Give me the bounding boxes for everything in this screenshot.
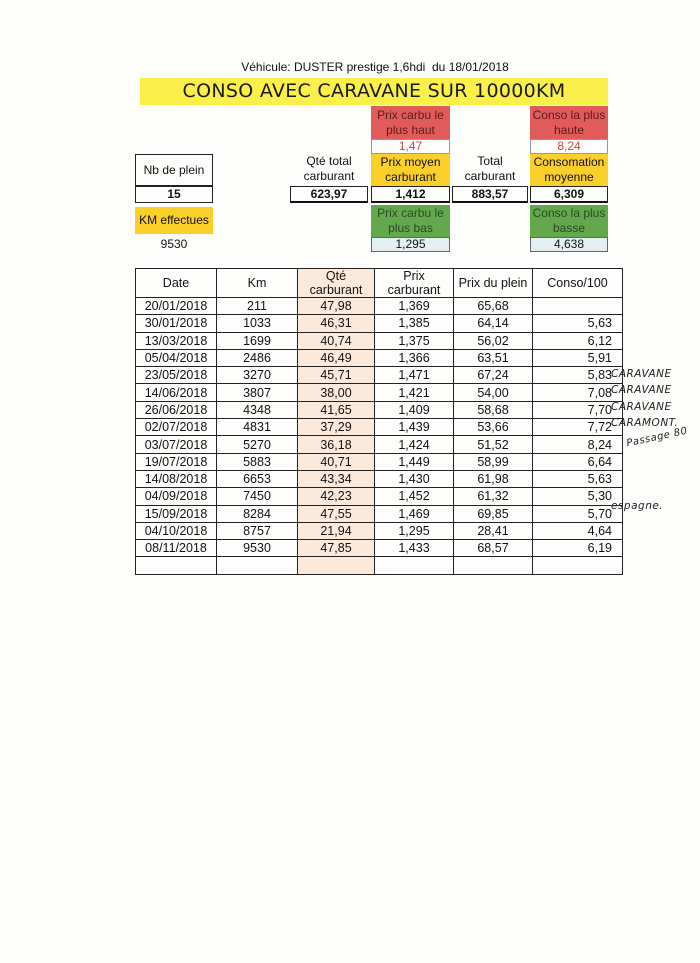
cell-plein: 58,99 [454,453,533,470]
handwritten-note: CARAVANE [611,368,672,380]
table-row [136,401,623,418]
cell-prix: 1,369 [375,298,454,315]
table-row [136,298,623,315]
cell-conso: 6,19 [533,540,623,557]
km-value: 9530 [160,237,188,251]
cell-plein: 68,57 [454,540,533,557]
cell-km: 2486 [217,349,298,366]
table-row [136,349,623,366]
header-qte-carburant: Qté carburant [298,269,375,298]
handwritten-note: Passage 80 [625,425,689,450]
header-prix-du-plein: Prix du plein [454,269,533,298]
conso-moyenne-label: Consomation moyenne [530,154,608,186]
cell-conso: 6,12 [533,332,623,349]
prix-bas-label: Prix carbu le plus bas [371,205,450,237]
cell-date: 14/08/2018 [136,470,217,487]
cell-date: 13/03/2018 [136,332,217,349]
cell-plein: 67,24 [454,367,533,384]
cell-date: 03/07/2018 [136,436,217,453]
cell-conso: 4,64 [533,522,623,539]
cell-km [217,557,298,574]
prix-haut-label: Prix carbu le plus haut [371,106,450,139]
total-carburant-label: Total carburant [464,154,516,183]
cell-qte: 36,18 [298,436,375,453]
cell-km: 8284 [217,505,298,522]
cell-conso [533,298,623,315]
table-row [136,315,623,332]
prix-bas-value: 1,295 [371,237,450,252]
cell-plein [454,557,533,574]
cell-km: 3270 [217,367,298,384]
cell-qte: 40,71 [298,453,375,470]
cell-date: 19/07/2018 [136,453,217,470]
cell-plein: 64,14 [454,315,533,332]
cell-plein: 53,66 [454,419,533,436]
table-row [136,419,623,436]
cell-plein: 61,98 [454,470,533,487]
cell-km: 4348 [217,401,298,418]
cell-prix: 1,471 [375,367,454,384]
cell-qte: 21,94 [298,522,375,539]
handwritten-note: CARAVANE [611,401,672,413]
cell-qte: 43,34 [298,470,375,487]
cell-conso: 5,91 [533,349,623,366]
cell-plein: 54,00 [454,384,533,401]
table-row [136,522,623,539]
cell-date: 14/06/2018 [136,384,217,401]
page-title: CONSO AVEC CARAVANE SUR 10000KM [140,78,608,105]
cell-km: 4831 [217,419,298,436]
cell-conso: 6,64 [533,453,623,470]
cell-prix: 1,375 [375,332,454,349]
cell-conso: 5,83 [533,367,623,384]
cell-qte: 41,65 [298,401,375,418]
cell-km: 1033 [217,315,298,332]
cell-prix: 1,421 [375,384,454,401]
cell-qte [298,557,375,574]
header-prix-carburant: Prix carburant [375,269,454,298]
cell-date: 20/01/2018 [136,298,217,315]
prix-moyen-label: Prix moyen carburant [371,154,450,186]
cell-km: 8757 [217,522,298,539]
cell-prix: 1,385 [375,315,454,332]
cell-km: 5270 [217,436,298,453]
conso-basse-value: 4,638 [530,237,608,252]
cell-date: 04/09/2018 [136,488,217,505]
cell-date [136,557,217,574]
cell-plein: 63,51 [454,349,533,366]
cell-prix: 1,424 [375,436,454,453]
cell-km: 9530 [217,540,298,557]
cell-km: 1699 [217,332,298,349]
handwritten-note: CARAVANE [611,384,672,396]
cell-plein: 28,41 [454,522,533,539]
cell-date: 05/04/2018 [136,349,217,366]
qte-total-value: 623,97 [290,186,368,203]
cell-conso: 5,63 [533,470,623,487]
cell-date: 30/01/2018 [136,315,217,332]
fuel-log-table [135,268,623,575]
cell-prix: 1,449 [375,453,454,470]
cell-km: 3807 [217,384,298,401]
cell-prix: 1,366 [375,349,454,366]
cell-qte: 47,98 [298,298,375,315]
cell-qte: 37,29 [298,419,375,436]
header-date: Date [136,269,217,298]
table-row [136,384,623,401]
cell-prix: 1,430 [375,470,454,487]
cell-prix: 1,409 [375,401,454,418]
cell-prix [375,557,454,574]
cell-qte: 46,49 [298,349,375,366]
table-row [136,505,623,522]
cell-qte: 47,85 [298,540,375,557]
nb-plein-label: Nb de plein [135,154,213,186]
table-row [136,488,623,505]
prix-haut-value: 1,47 [371,139,450,154]
cell-plein: 61,32 [454,488,533,505]
prix-moyen-value: 1,412 [371,186,450,203]
cell-km: 7450 [217,488,298,505]
table-header-row [136,269,623,298]
cell-plein: 65,68 [454,298,533,315]
table-row [136,453,623,470]
cell-qte: 40,74 [298,332,375,349]
cell-conso: 7,72 [533,419,623,436]
cell-prix: 1,433 [375,540,454,557]
cell-plein: 51,52 [454,436,533,453]
cell-date: 23/05/2018 [136,367,217,384]
header-km: Km [217,269,298,298]
conso-haute-value: 8,24 [530,139,608,154]
cell-prix: 1,295 [375,522,454,539]
cell-qte: 38,00 [298,384,375,401]
cell-conso: 5,70 [533,505,623,522]
cell-prix: 1,469 [375,505,454,522]
table-row [136,540,623,557]
cell-plein: 56,02 [454,332,533,349]
cell-km: 6653 [217,470,298,487]
conso-haute-label: Conso la plus haute [530,106,608,139]
table-row [136,470,623,487]
total-carburant-value: 883,57 [452,186,528,203]
handwritten-note: espagne. [611,500,664,512]
table-row [136,436,623,453]
conso-basse-label: Conso la plus basse [530,205,608,237]
cell-date: 04/10/2018 [136,522,217,539]
table-row [136,332,623,349]
cell-conso [533,557,623,574]
cell-qte: 42,23 [298,488,375,505]
table-row [136,367,623,384]
cell-date: 15/09/2018 [136,505,217,522]
table-row [136,557,623,574]
cell-conso: 7,70 [533,401,623,418]
cell-qte: 47,55 [298,505,375,522]
cell-conso: 5,30 [533,488,623,505]
vehicle-info: Véhicule: DUSTER prestige 1,6hdi du 18/01/2018 [241,60,509,74]
cell-conso: 5,63 [533,315,623,332]
cell-qte: 46,31 [298,315,375,332]
cell-prix: 1,439 [375,419,454,436]
cell-km: 5883 [217,453,298,470]
cell-conso: 7,08 [533,384,623,401]
cell-plein: 69,85 [454,505,533,522]
cell-conso: 8,24 [533,436,623,453]
km-label: KM effectues [135,207,213,234]
cell-qte: 45,71 [298,367,375,384]
cell-km: 211 [217,298,298,315]
cell-date: 26/06/2018 [136,401,217,418]
qte-total-label: Qté total carburant [303,154,355,183]
cell-date: 08/11/2018 [136,540,217,557]
header-conso: Conso/100 [533,269,623,298]
handwritten-note: CARAMONT. [611,417,679,429]
cell-date: 02/07/2018 [136,419,217,436]
cell-plein: 58,68 [454,401,533,418]
cell-prix: 1,452 [375,488,454,505]
conso-moyenne-value: 6,309 [530,186,608,203]
nb-plein-value: 15 [135,186,213,203]
